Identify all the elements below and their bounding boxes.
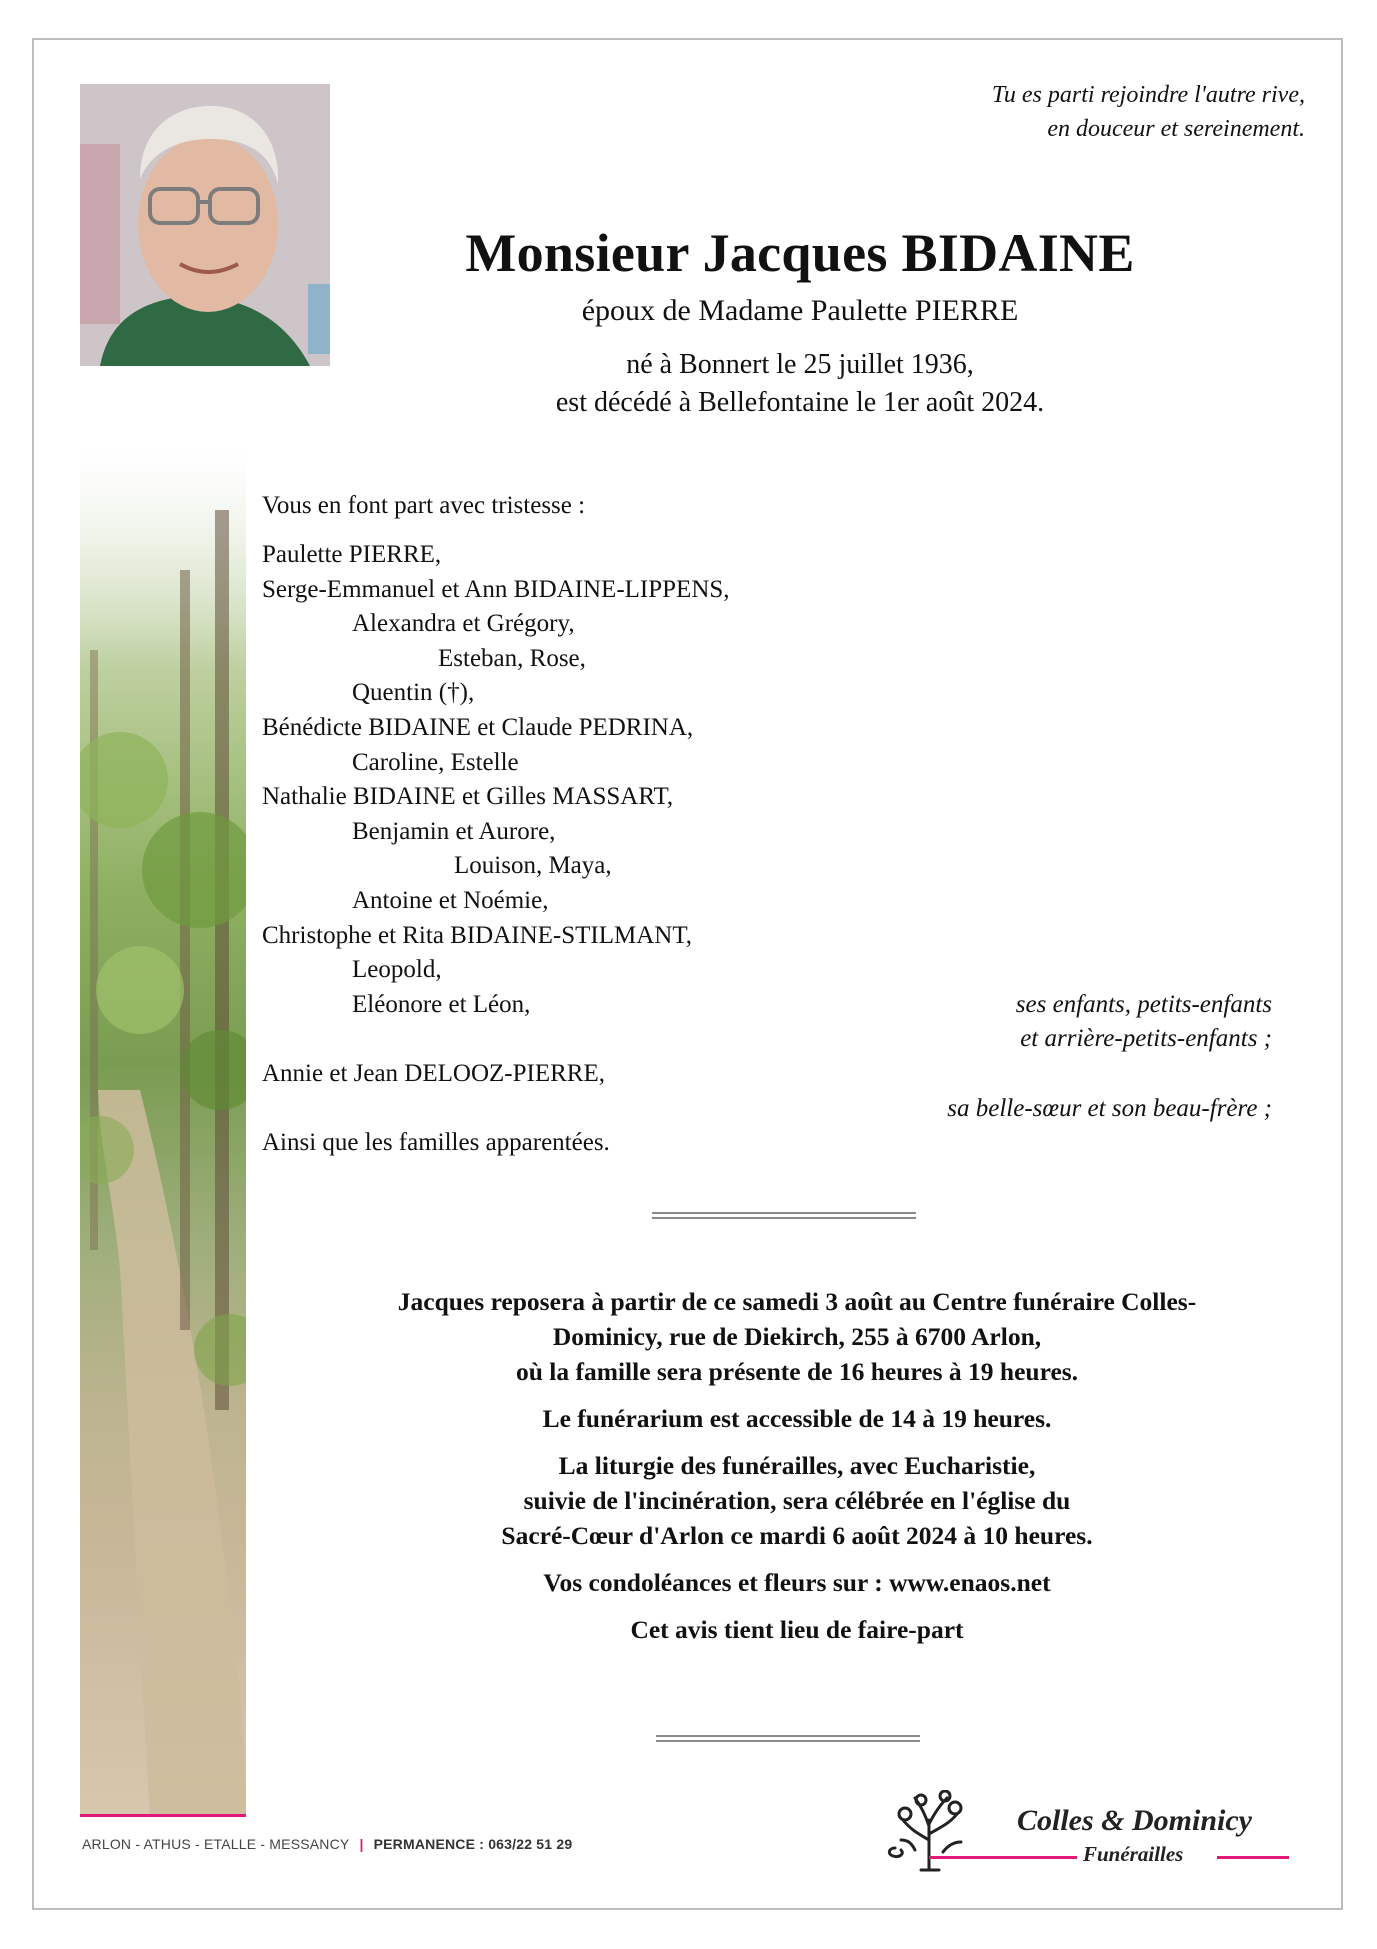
deceased-name: Monsieur Jacques BIDAINE (465, 223, 1135, 283)
funeral-info (300, 1284, 1294, 1659)
access-info: Le funérarium est accessible de 14 à 19 heures. (542, 1404, 1052, 1433)
liturgy-info (300, 1448, 1294, 1553)
info-line: La liturgie des funérailles, avec Eucharistie, (558, 1451, 1036, 1480)
logo-line (929, 1856, 1077, 1859)
family-member-name: Eléonore et Léon, (352, 990, 531, 1018)
family-member: Leopold, (352, 956, 442, 984)
epigraph-line: en douceur et sereinement. (1047, 116, 1305, 142)
notice-info: Cet avis tient lieu de faire-part (630, 1615, 964, 1644)
info-line: suivie de l'incinération, sera célébrée en l'église du (523, 1486, 1071, 1515)
tree-icon (885, 1790, 973, 1874)
relation-row (262, 1092, 1272, 1127)
brand-name: Colles & Dominicy (1017, 1804, 1252, 1837)
announcement-intro: Vous en font part avec tristesse : (262, 492, 586, 519)
spouse-line: époux de Madame Paulette PIERRE (581, 294, 1019, 327)
relation-row (262, 1022, 1272, 1057)
family-member: Christophe et Rita BIDAINE-STILMANT, (262, 921, 693, 949)
brand-logo (885, 1790, 1305, 1880)
family-member: Antoine et Noémie, (352, 886, 549, 914)
info-line: Jacques reposera à partir de ce samedi 3 août au Centre funéraire Colles- (397, 1287, 1197, 1316)
birth-line: né à Bonnert le 25 juillet 1936, (626, 349, 974, 380)
family-member (262, 988, 1272, 1023)
accent-bar (80, 1814, 246, 1817)
divider (656, 1735, 920, 1742)
relation-children-1: ses enfants, petits-enfants (1015, 990, 1272, 1018)
family-member: Esteban, Rose, (438, 644, 586, 672)
family-member: Serge-Emmanuel et Ann BIDAINE-LIPPENS, (262, 575, 730, 603)
rest-info (300, 1284, 1294, 1389)
divider (652, 1212, 916, 1219)
relation-children-2: et arrière-petits-enfants ; (1020, 1025, 1272, 1053)
family-member: Ainsi que les familles apparentées. (262, 1129, 610, 1157)
family-member: Caroline, Estelle (352, 748, 519, 776)
family-member: Annie et Jean DELOOZ-PIERRE, (262, 1059, 605, 1087)
info-line: Sacré-Cœur d'Arlon ce mardi 6 août 2024 à 10 heures. (501, 1521, 1093, 1550)
epigraph (992, 78, 1305, 146)
family-member: Paulette PIERRE, (262, 541, 442, 568)
family-member: Louison, Maya, (454, 852, 612, 880)
footer-locations: ARLON - ATHUS - ETALLE - MESSANCY (82, 1836, 350, 1852)
info-line: où la famille sera présente de 16 heures à 19 heures. (515, 1357, 1079, 1386)
life-dates (300, 346, 1300, 422)
family-list (262, 538, 1272, 1161)
relation-inlaws: sa belle-sœur et son beau-frère ; (947, 1094, 1272, 1122)
footer-permanence: PERMANENCE : 063/22 51 29 (373, 1836, 573, 1852)
family-member: Benjamin et Aurore, (352, 817, 556, 845)
epigraph-line: Tu es parti rejoindre l'autre rive, (991, 82, 1305, 108)
logo-line (1217, 1856, 1289, 1859)
family-member: Quentin (†), (352, 679, 475, 707)
brand-subtitle: Funérailles (1083, 1842, 1184, 1866)
family-member: Bénédicte BIDAINE et Claude PEDRINA, (262, 713, 694, 741)
footer-contact (82, 1836, 572, 1852)
forest-path-image (80, 450, 246, 1816)
family-member: Nathalie BIDAINE et Gilles MASSART, (262, 783, 674, 811)
death-line: est décédé à Bellefontaine le 1er août 2024. (555, 387, 1045, 418)
family-member: Alexandra et Grégory, (352, 610, 575, 638)
info-line: Dominicy, rue de Diekirch, 255 à 6700 Arlon, (552, 1322, 1042, 1351)
footer-separator: | (359, 1836, 364, 1852)
portrait-photo (80, 84, 330, 366)
condolences-info: Vos condoléances et fleurs sur : www.enaos.net (543, 1568, 1051, 1597)
